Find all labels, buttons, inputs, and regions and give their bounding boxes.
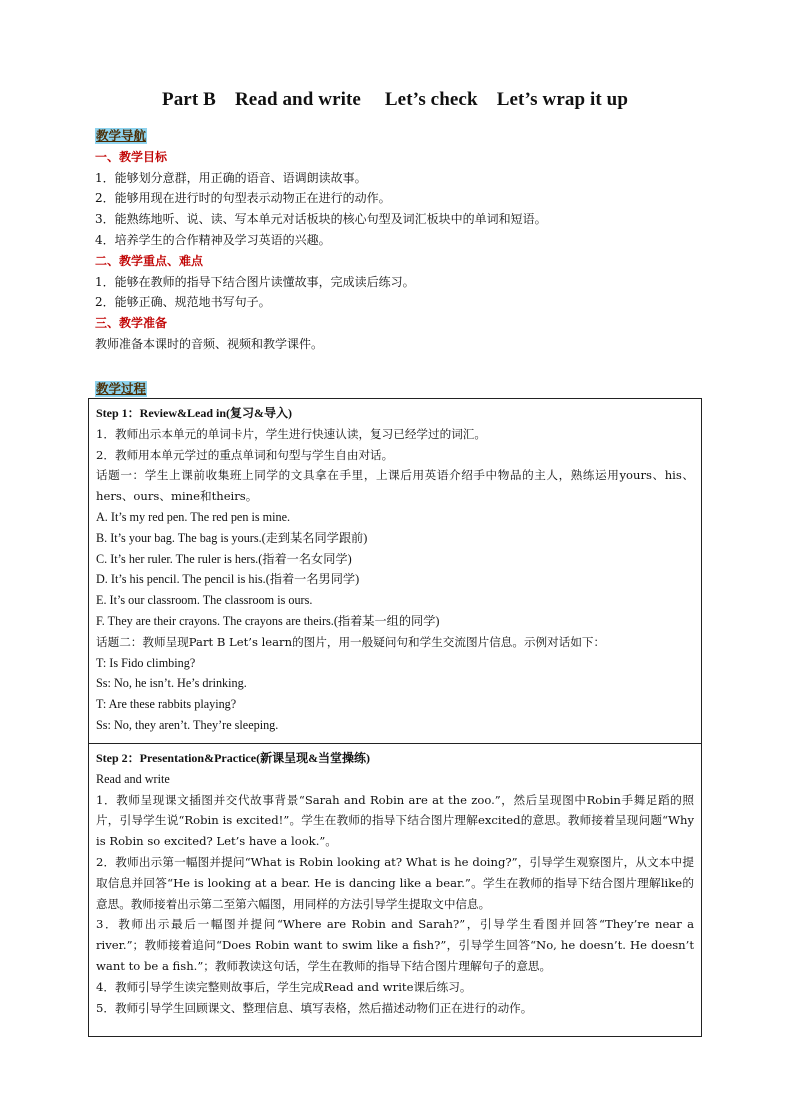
example-line: E. It’s our classroom. The classroom is ours. xyxy=(96,593,313,608)
step1-line: 2．教师用本单元学过的重点单词和句型与学生自由对话。 xyxy=(96,447,394,462)
goal-item: 2．能够用现在进行时的句型表示动物正在进行的动作。 xyxy=(95,191,391,206)
topic2-text: 话题二：教师呈现Part B Let’s learn的图片，用一般疑问句和学生交流图片信息。示例对话如下： xyxy=(96,634,606,649)
preparation-text: 教师准备本课时的音频、视频和教学课件。 xyxy=(95,336,324,351)
example-line: D. It’s his pencil. The pencil is his.(指着一名男同学) xyxy=(96,572,360,587)
step1-line: 1．教师出示本单元的单词卡片，学生进行快速认读，复习已经学过的词汇。 xyxy=(96,426,486,441)
example-line: B. It’s your bag. The bag is yours.(走到某名同学跟前) xyxy=(96,530,368,545)
step2-item: 3．教师出示最后一幅图并提问“Where are Robin and Sarah?”，引导学生看图并回答“They’re near a river.”；教师接着追问“Does Robin want to swim like a fish?”，引导学生回答“No, he doesn’t. He doesn’t want to be a fish.”；教师教读这句话，学生在教师的指导下结合图片理解句子的意思。 xyxy=(96,917,694,973)
step2-item: 5．教师引导学生回顾课文、整理信息、填写表格，然后描述动物们正在进行的动作。 xyxy=(96,1000,533,1015)
key-point-item: 1．能够在教师的指导下结合图片读懂故事，完成读后练习。 xyxy=(95,274,415,289)
preparation-heading: 三、教学准备 xyxy=(95,316,168,331)
example-line: C. It’s her ruler. The ruler is hers.(指着一名女同学) xyxy=(96,551,352,566)
goal-item: 4．培养学生的合作精神及学习英语的兴趣。 xyxy=(95,232,331,247)
step2-heading: Step 2：Presentation&Practice(新课呈现&当堂操练) xyxy=(96,751,371,765)
goal-item: 1．能够划分意群，用正确的语音、语调朗读故事。 xyxy=(95,170,367,185)
dialogue-line: T: Is Fido climbing? xyxy=(96,655,196,670)
guide-tag: 教学导航 xyxy=(96,128,147,143)
topic1-text: 话题一：学生上课前收集班上同学的文具拿在手里，上课后用英语介绍手中物品的主人，熟练运用yours、his、hers、ours、mine和theirs。 xyxy=(96,468,694,504)
page-title: Part B Read and write Let’s check Let’s wrap it up xyxy=(162,89,628,110)
dialogue-line: T: Are these rabbits playing? xyxy=(96,697,237,712)
step2-item: 2．教师出示第一幅图并提问“What is Robin looking at? What is he doing?”，引导学生观察图片，从文本中提取信息并回答“He is looking at a bear. He is dancing like a bear.”。学生在教师的指导下结合图片理解like的意思。教师接着出示第二至第六幅图，用同样的方法引导学生提取文中信息。 xyxy=(96,854,694,911)
dialogue-line: Ss: No, he isn’t. He’s drinking. xyxy=(96,676,247,691)
dialogue-line: Ss: No, they aren’t. They’re sleeping. xyxy=(96,717,279,732)
step2-item: 1．教师呈现课文插图并交代故事背景“Sarah and Robin are at the zoo.”，然后呈现图中Robin手舞足蹈的照片，引导学生说“Robin is excited!”。学生在教师的指导下结合图片理解excited的意思。教师接着呈现问题“Why is Robin so excited? Let’s have a look.”。 xyxy=(96,792,694,849)
process-tag-wrap xyxy=(95,378,147,397)
process-tag: 教学过程 xyxy=(96,381,147,396)
step2-box xyxy=(88,743,702,1037)
teaching-guide xyxy=(95,126,705,355)
step2-subheading: Read and write xyxy=(96,771,170,786)
step1-box xyxy=(88,398,702,744)
key-points-heading: 二、教学重点、难点 xyxy=(95,253,204,268)
key-point-item: 2．能够正确、规范地书写句子。 xyxy=(95,295,271,310)
step1-heading: Step 1：Review&Lead in(复习&导入) xyxy=(96,406,292,420)
example-line: F. They are their crayons. The crayons are theirs.(指着某一组的同学) xyxy=(96,613,440,628)
example-line: A. It’s my red pen. The red pen is mine. xyxy=(96,509,291,524)
goals-heading: 一、教学目标 xyxy=(95,149,168,164)
goal-item: 3．能熟练地听、说、读、写本单元对话板块的核心句型及词汇板块中的单词和短语。 xyxy=(95,212,547,227)
step2-item: 4．教师引导学生读完整则故事后，学生完成Read and write课后练习。 xyxy=(96,979,472,994)
